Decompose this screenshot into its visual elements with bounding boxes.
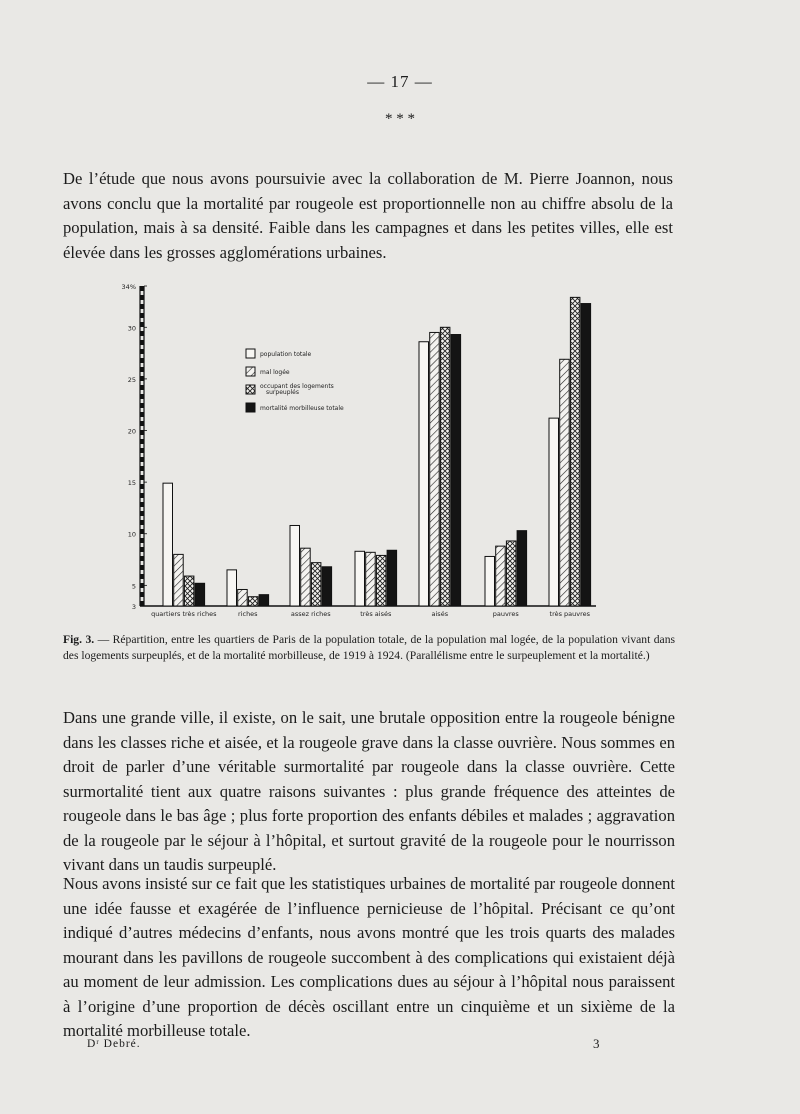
category-label: quartiers très riches: [151, 610, 217, 618]
paragraph-2: Dans une grande ville, il existe, on le sait, une brutale opposition entre la rougeole bénigne dans les classes riche et aisée, et la rougeole grave dans la classe ouvrière. Nous sommes en droit de parler d’une véritable surmortalité par rougeole dans la classe ouvrière. Cette surmortalité tient aux quatre raisons suivantes : plus grande fréquence des atteintes de rougeole dans le bas âge ; plus forte proportion des enfants débiles et malades ; aggravation de la rougeole par le séjour à l’hôpital, et surtout gravité de la rougeole pour le nourrisson vivant dans un taudis surpeuplé.: [63, 708, 675, 874]
y-tick-label: 30: [127, 324, 136, 333]
bar-5-4: [451, 335, 461, 606]
legend-label: mal logée: [260, 369, 290, 376]
legend-swatch: [246, 349, 255, 358]
bar-6-4: [517, 531, 527, 606]
page-number: — 17 —: [367, 72, 433, 91]
category-label: assez riches: [290, 610, 331, 618]
paragraph-1: De l’étude que nous avons poursuivie avec la collaboration de M. Pierre Joannon, nous avons conclu que la mortalité par rougeole est proportionnelle non au chiffre absolu de la population, mais à sa densité. Faible dans les campagnes et dans les petites villes, elle est élevée dans les grosses agglomérations urbaines.: [63, 169, 673, 262]
y-tick-label: 15: [127, 479, 136, 488]
legend-label: occupant des logements surpeuplés: [260, 383, 334, 396]
bar-1-4: [195, 583, 205, 606]
bar-7-3: [570, 297, 580, 606]
bar-5-3: [440, 327, 450, 606]
category-label: très aisés: [360, 610, 392, 618]
bar-4-1: [355, 551, 365, 606]
y-tick-label: 25: [127, 375, 136, 384]
bar-2-1: [227, 570, 237, 606]
y-tick-label: 3: [131, 603, 136, 611]
y-tick-label: 34%: [121, 283, 136, 291]
footer-author: Dʳ Debré.: [87, 1038, 141, 1050]
bar-chart: [110, 276, 600, 621]
y-tick-label: 5: [131, 582, 136, 591]
bar-6-3: [506, 541, 516, 606]
legend: [246, 349, 344, 412]
bar-1-2: [174, 554, 184, 606]
bar-6-1: [485, 556, 495, 606]
bar-3-2: [301, 548, 311, 606]
asterism-glyphs: * * *: [385, 111, 415, 127]
bar-3-4: [322, 567, 332, 606]
bar-3-1: [290, 525, 300, 606]
category-label: pauvres: [492, 610, 519, 618]
section-asterism: [0, 111, 800, 127]
legend-swatch: [246, 403, 255, 412]
legend-label: mortalité morbilleuse totale: [260, 405, 344, 412]
y-tick-label: 10: [127, 530, 136, 539]
legend-swatch: [246, 367, 255, 376]
paragraph-3: Nous avons insisté sur ce fait que les statistiques urbaines de mortalité par rougeole donnent une idée fausse et exagérée de l’influence pernicieuse de l’hôpital. Précisant ce qu’ont indiqué d’autres médecins d’enfants, nous avons montré que les trois quarts des malades mourant dans les pavillons de rougeole succombent à des complications qui existaient déjà au moment de leur admission. Les complications dues au séjour à l’hôpital nous paraissent à l’origine d’une proportion de décès oscillant entre un cinquième et un sixième de la mortalité morbilleuse totale.: [63, 874, 675, 1040]
bar-2-4: [259, 595, 269, 606]
bar-4-3: [376, 555, 386, 606]
legend-swatch: [246, 385, 255, 394]
bar-3-3: [311, 563, 321, 606]
figure-caption: [63, 632, 675, 663]
figure-caption-text: — Répartition, entre les quartiers de Paris de la population totale, de la population mal logée, de la population vivant dans des logements surpeuplés, et de la mortalité morbilleuse, de 1919 à 1924. (Parallélisme entre le surpeuplement et la mortalité.): [63, 633, 676, 662]
bar-6-2: [496, 546, 506, 606]
bar-5-2: [430, 332, 440, 606]
bars-layer: [163, 297, 591, 606]
bar-2-3: [248, 597, 258, 606]
bar-7-1: [549, 418, 559, 606]
bar-7-4: [581, 304, 591, 606]
figure-label: Fig. 3.: [63, 633, 95, 646]
bar-chart-svg: [110, 276, 600, 621]
bar-7-2: [560, 359, 570, 606]
y-tick-label: 20: [127, 427, 136, 436]
bar-1-1: [163, 483, 173, 606]
bar-2-2: [238, 589, 248, 606]
bar-4-2: [366, 552, 376, 606]
category-label: très pauvres: [549, 610, 591, 618]
bar-5-1: [419, 342, 429, 606]
category-label: riches: [238, 610, 258, 618]
signature-mark: 3: [593, 1036, 600, 1051]
legend-label: population totale: [260, 351, 312, 358]
category-label: aisés: [431, 610, 449, 618]
bar-4-4: [387, 550, 397, 606]
bar-1-3: [184, 576, 194, 606]
